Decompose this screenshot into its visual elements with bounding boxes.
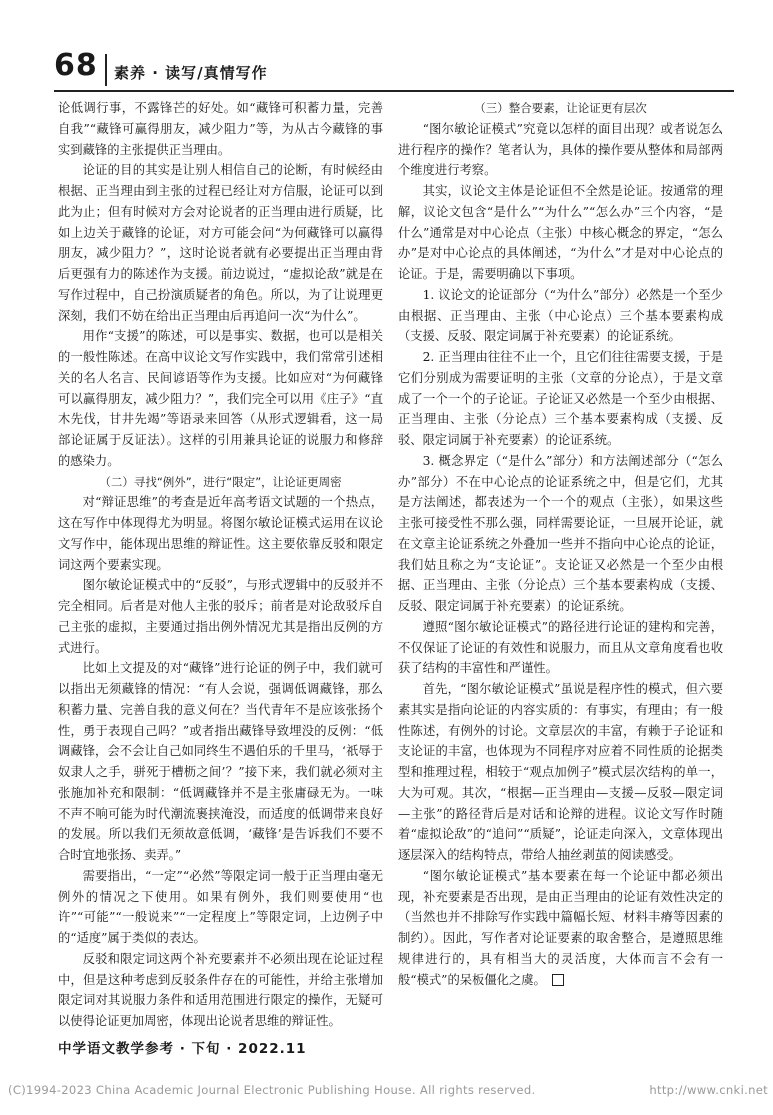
paragraph-text: 论低调行事，不露锋芒的好处。如“藏锋可积蓄力量，完善自我”“藏锋可赢得朋友，减少阻力”等，为从古今藏锋的事实到藏锋的主张提供正当理由。 xyxy=(58,101,383,157)
cnki-url[interactable]: http://www.cnki.net xyxy=(649,1083,768,1097)
copyright-text: (C)1994-2023 China Academic Journal Electronic Publishing House. All rights reserved. xyxy=(8,1083,536,1097)
paragraph xyxy=(58,866,383,949)
paragraph-text: 比如上文提及的对“藏锋”进行论证的例子中，我们就可以指出无须藏锋的情况：“有人会说，强调低调藏锋，那么积蓄力量、完善自我的意义何在？当代青年不是应该张扬个性，勇于表现自己吗？”或者指出藏锋导致埋没的反例：“低调藏锋，会不会让自己如同终生不遇伯乐的千里马，‘祇辱于奴隶人之手，骈死于槽枥之间’？”接下来，我们就必须对主张施加补充和限制：“低调藏锋并不是主张庸碌无为。一味不声不响可能为时代潮流裹挟淹没，而适度的低调带来良好的发展。所以我们无须故意低调，‘藏锋’是告诉我们不要不合时宜地张扬、卖弄。” xyxy=(58,661,383,862)
paragraph xyxy=(398,119,723,181)
paragraph xyxy=(58,658,383,866)
paragraph xyxy=(398,617,723,679)
heading-text: （二）寻找“例外”，进行“限定”，让论证更周密 xyxy=(99,474,342,489)
paragraph-text: 需要指出，“一定”“必然”等限定词一般于正当理由毫无例外的情况之下使用。如果有例外，我们则要使用“也许”“可能”“一般说来”“一定程度上”等限定词，上边例子中的“适度”属于类似的表达。 xyxy=(58,868,383,945)
paragraph-text: 用作“支援”的陈述，可以是事实、数据，也可以是相关的一般性陈述。在高中议论文写作实践中，我们常常引述相关的名人名言、民间谚语等作为支援。比如应对“为何藏锋可以赢得朋友，减少阻力？”，我们完全可以用《庄子》“直木先伐，甘井先竭”等语录来回答（从形式逻辑看，这一局部论证属于反证法）。这样的引用兼具论证的说服力和修辞的感染力。 xyxy=(58,329,383,468)
paragraph xyxy=(398,679,723,866)
section-heading xyxy=(398,98,723,119)
paragraph xyxy=(58,949,383,1032)
header-rule xyxy=(54,90,734,92)
paragraph xyxy=(58,492,383,575)
page-header xyxy=(54,48,734,88)
paragraph xyxy=(398,451,723,617)
section-heading xyxy=(58,472,383,493)
copyright-line xyxy=(8,1083,768,1097)
paragraph-text: 论证的目的其实是让别人相信自己的论断，有时候经由根据、正当理由到主张的过程已经让对方信服，论证可以到此为止；但有时候对方会对论说者的正当理由进行质疑，比如上边关于藏锋的论证，对方可能会问“为何藏锋可以赢得朋友，减少阻力？”，这时论说者就有必要提出正当理由背后更强有力的陈述作为支援。前边说过，“虚拟论敌”就是在写作过程中，自己扮演质疑者的角色。所以，为了让说理更深刻，我们不妨在给出正当理由后再追问一次“为什么”。 xyxy=(58,163,383,323)
paragraph-text: 图尔敏论证模式中的“反驳”，与形式逻辑中的反驳并不完全相同。后者是对他人主张的驳斥；前者是对论敌驳斥自己主张的虚拟，主要通过指出例外情况尤其是指出反例的方式进行。 xyxy=(58,578,383,655)
journal-footer: 中学语文教学参考 · 下旬 · 2022.11 xyxy=(58,1041,307,1057)
paragraph-text: “图尔敏论证模式”基本要素在每一个论证中都必须出现，补充要素是否出现，是由正当理由的论证有效性决定的（当然也并不排除写作实践中篇幅长短、材料丰瘠等因素的制约）。因此，写作者对论证要素的取舍整合，是遵照思维规律进行的，具有相当大的灵活度，大体而言不会有一般“模式”的呆板僵化之虞。 xyxy=(398,868,723,987)
paragraph-text: “图尔敏论证模式”究竟以怎样的面目出现？或者说怎么进行程序的操作？笔者认为，具体的操作要从整体和局部两个维度进行考察。 xyxy=(398,121,723,178)
paragraph xyxy=(58,98,383,160)
paragraph xyxy=(58,326,383,471)
right-column xyxy=(398,98,723,990)
header-divider xyxy=(105,54,107,86)
section-title: 素养 · 读写/真情写作 xyxy=(114,64,268,82)
paragraph-text: 反驳和限定词这两个补充要素并不必须出现在论证过程中，但是这种考虑到反驳条件存在的可能性，并给主张增加限定词对其说服力条件和适用范围进行限定的操作，无疑可以使得论证更加周密，体现出论说者思维的辩证性。 xyxy=(58,951,383,1028)
end-of-article-mark xyxy=(552,974,564,986)
paragraph-text: 遵照“图尔敏论证模式”的路径进行论证的建构和完善，不仅保证了论证的有效性和说服力，而且从文章角度看也收获了结构的丰富性和严谨性。 xyxy=(398,619,723,676)
paragraph-text: 首先，“图尔敏论证模式”虽说是程序性的模式，但六要素其实是指向论证的内容实质的：有事实，有理由；有一般性陈述，有例外的讨论。文章层次的丰富，有赖于子论证和支论证的丰富，也体现为不同程序对应着不同性质的论据类型和推理过程，相较于“观点加例子”模式层次结构的单一，大为可观。其次，“根据—正当理由—支援—反驳—限定词—主张”的路径背后是对话和论辩的进程。议论文写作时随着“虚拟论敌”的“追问”“质疑”，论证走向深入，文章体现出逐层深入的结构特点，带给人抽丝剥茧的阅读感受。 xyxy=(398,682,723,862)
paragraph xyxy=(58,575,383,658)
paragraph xyxy=(398,347,723,451)
paragraph-text: 3. 概念界定（“是什么”部分）和方法阐述部分（“怎么办”部分）不在中心论点的论证系统之中，但是它们，尤其是方法阐述，都表述为一个一个的观点（主张），如果这些主张可接受性不那么强，同样需要论证，一旦展开论证，就在文章主论证系统之外叠加一些并不指向中心论点的论证，我们姑且称之为“支论证”。支论证又必然是一个至少由根据、正当理由、主张（分论点）三个基本要素构成（支援、反驳、限定词属于补充要素）的论证系统。 xyxy=(398,453,723,613)
paragraph xyxy=(398,285,723,347)
heading-text: （三）整合要素，让论证更有层次 xyxy=(474,101,647,115)
paragraph-text: 其实，议论文主体是论证但不全然是论证。按通常的理解，议论文包含“是什么”“为什么”“怎么办”三个内容，“是什么”通常是对中心论点（主张）中核心概念的界定，“怎么办”是对中心论点的具体阐述，“为什么”才是对中心论点的论证。于是，需要明确以下事项。 xyxy=(398,184,723,281)
paragraph xyxy=(398,866,723,991)
paragraph-text: 对“辩证思维”的考查是近年高考语文试题的一个热点，这在写作中体现得尤为明显。将图尔敏论证模式运用在议论文写作中，能体现出思维的辩证性。这主要依靠反驳和限定词这两个要素实现。 xyxy=(58,495,383,572)
paragraph xyxy=(58,160,383,326)
paragraph-text: 1. 议论文的论证部分（“为什么”部分）必然是一个至少由根据、正当理由、主张（中心论点）三个基本要素构成（支援、反驳、限定词属于补充要素）的论证系统。 xyxy=(398,287,723,344)
page-number: 68 xyxy=(54,48,98,83)
paragraph-text: 2. 正当理由往往不止一个，且它们往往需要支援，于是它们分别成为需要证明的主张（文章的分论点），于是文章成了一个一个的子论证。子论证又必然是一个至少由根据、正当理由、主张（分论点）三个基本要素构成（支援、反驳、限定词属于补充要素）的论证系统。 xyxy=(398,350,723,447)
left-column xyxy=(58,98,383,1032)
paragraph xyxy=(398,181,723,285)
